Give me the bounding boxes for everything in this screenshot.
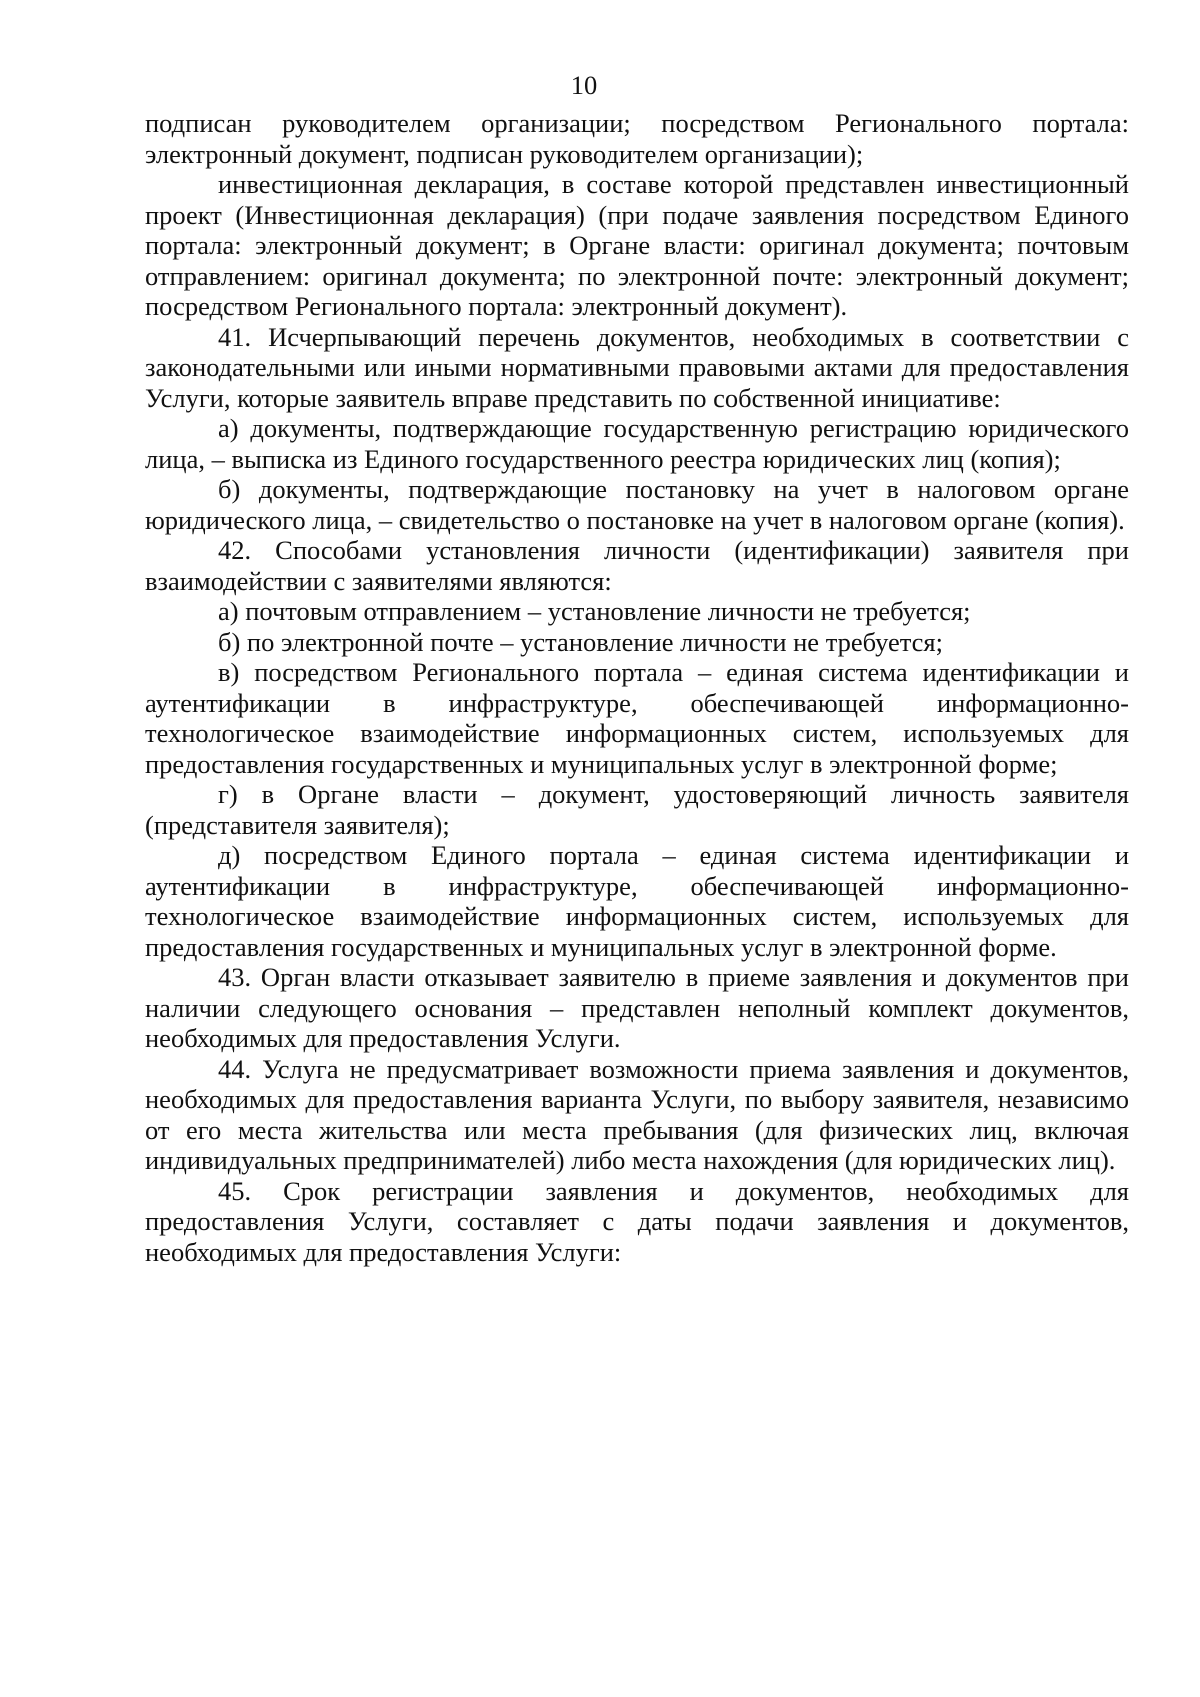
paragraph-42-d: д) посредством Единого портала – единая система идентификации и аутентификации в инфраструктуре, обеспечивающей информационно-технологическое взаимодействие информационных систем, используемых для предоставления государственных и муниципальных услуг в электронной форме.	[145, 840, 1129, 962]
paragraph-41-b: б) документы, подтверждающие постановку на учет в налоговом органе юридического лица, – свидетельство о постановке на учет в налоговом органе (копия).	[145, 474, 1129, 535]
paragraph-44: 44. Услуга не предусматривает возможности приема заявления и документов, необходимых для предоставления варианта Услуги, по выбору заявителя, независимо от его места жительства или места пребывания (для физических лиц, включая индивидуальных предпринимателей) либо места нахождения (для юридических лиц).	[145, 1053, 1129, 1175]
paragraph-investment-declaration: инвестиционная декларация, в составе которой представлен инвестиционный проект (Инвестиционная декларация) (при подаче заявления посредством Единого портала: электронный документ; в Органе власти: оригинал документа; почтовым отправлением: оригинал документа; по электронной почте: электронный документ; посредством Регионального портала: электронный документ).	[145, 169, 1129, 321]
paragraph-42-v: в) посредством Регионального портала – единая система идентификации и аутентификации в инфраструктуре, обеспечивающей информационно-технологическое взаимодействие информационных систем, используемых для предоставления государственных и муниципальных услуг в электронной форме;	[145, 657, 1129, 779]
paragraph-43: 43. Орган власти отказывает заявителю в приеме заявления и документов при наличии следующего основания – представлен неполный комплект документов, необходимых для предоставления Услуги.	[145, 962, 1129, 1053]
document-body	[145, 108, 1129, 1267]
paragraph-continuation: подписан руководителем организации; посредством Регионального портала: электронный документ, подписан руководителем организации);	[145, 108, 1129, 169]
paragraph-41-a: а) документы, подтверждающие государственную регистрацию юридического лица, – выписка из Единого государственного реестра юридических лиц (копия);	[145, 413, 1129, 474]
paragraph-42-g: г) в Органе власти – документ, удостоверяющий личность заявителя (представителя заявителя);	[145, 779, 1129, 840]
page-number: 10	[570, 70, 598, 100]
paragraph-41: 41. Исчерпывающий перечень документов, необходимых в соответствии с законодательными или иными нормативными правовыми актами для предоставления Услуги, которые заявитель вправе представить по собственной инициативе:	[145, 321, 1129, 413]
paragraph-42: 42. Способами установления личности (идентификации) заявителя при взаимодействии с заявителями являются:	[145, 535, 1129, 596]
paragraph-45: 45. Срок регистрации заявления и документов, необходимых для предоставления Услуги, составляет с даты подачи заявления и документов, необходимых для предоставления Услуги:	[145, 1175, 1129, 1267]
paragraph-42-a: а) почтовым отправлением – установление личности не требуется;	[218, 596, 971, 626]
paragraph-42-b: б) по электронной почте – установление личности не требуется;	[218, 626, 943, 657]
